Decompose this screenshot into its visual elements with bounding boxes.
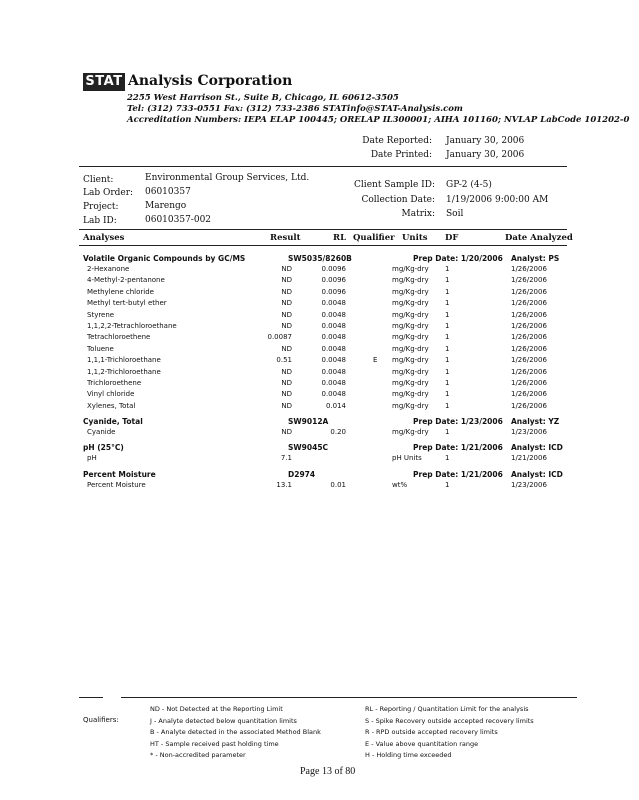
- col-analyses: Analyses: [83, 233, 125, 243]
- units-value: mg/Kg-dry: [392, 390, 429, 399]
- reporting-limit: 0.0048: [321, 322, 346, 330]
- section-title: Volatile Organic Compounds by GC/MS: [83, 254, 246, 263]
- analyte-name: Methyl tert-butyl ether: [87, 299, 167, 308]
- date-analyzed: 1/23/2006: [511, 428, 547, 436]
- date-analyzed: 1/21/2006: [511, 454, 547, 462]
- footer-rule: [121, 697, 577, 698]
- analyte-name: Styrene: [87, 310, 115, 319]
- date-analyzed: 1/26/2006: [511, 367, 547, 376]
- date-analyzed: 1/26/2006: [511, 356, 547, 365]
- date-analyzed: 1/23/2006: [511, 481, 547, 489]
- date-analyzed: 1/26/2006: [511, 344, 547, 353]
- header-rule-top: [79, 229, 567, 230]
- analyte-name: Xylenes, Total: [87, 401, 136, 410]
- result-value: ND: [281, 287, 292, 296]
- analyte-name: 1,1,1-Trichloroethane: [87, 356, 161, 365]
- result-value: ND: [281, 265, 292, 273]
- company-name: Analysis Corporation: [128, 73, 293, 89]
- lab-order-value: 06010357: [145, 187, 191, 197]
- table-row: [0, 265, 639, 276]
- analyte-name: 2-Hexanone: [87, 265, 130, 273]
- qualifier-note: HT - Sample received past holding time: [150, 739, 279, 748]
- table-row: [0, 379, 639, 390]
- result-value: ND: [281, 428, 292, 436]
- date-analyzed: 1/26/2006: [511, 390, 547, 399]
- client-sample-id-value: GP-2 (4-5): [446, 180, 492, 190]
- matrix-label: Matrix:: [401, 209, 435, 219]
- qualifier-note: RL - Reporting / Quantitation Limit for the analysis: [365, 705, 529, 713]
- date-analyzed: 1/26/2006: [511, 401, 547, 410]
- analyte-name: Toluene: [87, 344, 114, 353]
- result-value: 0.0087: [267, 333, 292, 342]
- table-row: [0, 368, 639, 379]
- dilution-factor: 1: [445, 322, 450, 330]
- result-value: 13.1: [276, 481, 292, 489]
- result-value: ND: [281, 390, 292, 399]
- table-row: [0, 322, 639, 333]
- accreditation-line: Accreditation Numbers: IEPA ELAP 100445; ORELAP IL300001; AIHA 101160; NVLAP LabCode 101202-0: [127, 115, 630, 125]
- dilution-factor: 1: [445, 344, 450, 353]
- result-value: 0.51: [276, 356, 292, 365]
- qualifier-note: B - Analyte detected in the associated Method Blank: [150, 728, 321, 736]
- section-analyst: Analyst: YZ: [511, 417, 560, 426]
- lab-id-value: 06010357-002: [145, 215, 212, 225]
- dilution-factor: 1: [445, 310, 450, 319]
- section-title: pH (25°C): [83, 443, 124, 452]
- collection-date-value: 1/19/2006 9:00:00 AM: [446, 195, 549, 205]
- col-date-analyzed: Date Analyzed: [505, 233, 573, 243]
- table-row: [0, 481, 639, 492]
- reporting-limit: 0.20: [330, 428, 346, 436]
- date-analyzed: 1/26/2006: [511, 287, 547, 296]
- client-value: Environmental Group Services, Ltd.: [145, 173, 310, 183]
- reporting-limit: 0.0048: [321, 367, 346, 376]
- date-reported-value: January 30, 2006: [446, 136, 525, 146]
- project-value: Marengo: [145, 201, 187, 211]
- analyte-name: pH: [87, 454, 97, 462]
- lab-id-label: Lab ID:: [83, 216, 117, 226]
- reporting-limit: 0.0048: [321, 344, 346, 353]
- dilution-factor: 1: [445, 367, 450, 376]
- table-row: [0, 402, 639, 413]
- dilution-factor: 1: [445, 401, 450, 410]
- page-number: Page 13 of 80: [300, 766, 356, 777]
- qualifier-note: ND - Not Detected at the Reporting Limit: [150, 705, 283, 713]
- dilution-factor: 1: [445, 390, 450, 399]
- col-result: Result: [270, 233, 301, 243]
- table-row: [0, 311, 639, 322]
- section-method: SW9012A: [288, 417, 329, 426]
- units-value: mg/Kg-dry: [392, 379, 429, 387]
- units-value: mg/Kg-dry: [392, 322, 429, 330]
- section-analyst: Analyst: ICD: [511, 470, 563, 479]
- result-value: ND: [281, 401, 292, 410]
- section-analyst: Analyst: PS: [511, 254, 560, 263]
- section-method: SW5035/8260B: [288, 254, 352, 263]
- analyte-name: 4-Methyl-2-pentanone: [87, 276, 165, 285]
- result-value: ND: [281, 344, 292, 353]
- result-value: ND: [281, 379, 292, 387]
- units-value: mg/Kg-dry: [392, 333, 429, 342]
- date-analyzed: 1/26/2006: [511, 379, 547, 387]
- dilution-factor: 1: [445, 454, 450, 462]
- dilution-factor: 1: [445, 265, 450, 273]
- date-analyzed: 1/26/2006: [511, 322, 547, 330]
- dilution-factor: 1: [445, 276, 450, 285]
- table-row: [0, 333, 639, 344]
- units-value: mg/Kg-dry: [392, 367, 429, 376]
- units-value: mg/Kg-dry: [392, 356, 429, 365]
- table-row: [0, 428, 639, 439]
- section-analyst: Analyst: ICD: [511, 443, 563, 452]
- company-contact: Tel: (312) 733-0551 Fax: (312) 733-2386 STATinfo@STAT-Analysis.com: [127, 104, 463, 114]
- dilution-factor: 1: [445, 379, 450, 387]
- section-prep-date: Prep Date: 1/21/2006: [413, 443, 503, 452]
- qualifier-note: E - Value above quantitation range: [365, 739, 479, 748]
- analyte-name: Methylene chloride: [87, 287, 154, 296]
- reporting-limit: 0.0048: [321, 356, 346, 365]
- reporting-limit: 0.014: [325, 401, 346, 410]
- units-value: mg/Kg-dry: [392, 287, 429, 296]
- section-prep-date: Prep Date: 1/23/2006: [413, 417, 503, 426]
- dilution-factor: 1: [445, 428, 450, 436]
- units-value: mg/Kg-dry: [392, 265, 429, 273]
- qualifier-value: E: [373, 356, 378, 365]
- matrix-value: Soil: [446, 209, 464, 219]
- client-sample-id-label: Client Sample ID:: [354, 180, 435, 190]
- reporting-limit: 0.0048: [321, 333, 346, 342]
- analyte-name: Trichloroethene: [87, 379, 142, 387]
- dilution-factor: 1: [445, 333, 450, 342]
- reporting-limit: 0.0048: [321, 379, 346, 387]
- table-row: [0, 454, 639, 465]
- reporting-limit: 0.0096: [321, 276, 346, 285]
- units-value: mg/Kg-dry: [392, 344, 429, 353]
- analyte-name: 1,1,2-Trichloroethane: [87, 367, 161, 376]
- col-rl: RL: [333, 233, 347, 243]
- result-value: ND: [281, 367, 292, 376]
- section-title: Percent Moisture: [83, 470, 156, 479]
- table-row: [0, 299, 639, 310]
- reporting-limit: 0.0048: [321, 299, 346, 308]
- units-value: wt%: [392, 481, 408, 489]
- company-address: 2255 West Harrison St., Suite B, Chicago, IL 60612-3505: [127, 93, 399, 103]
- section-method: SW9045C: [288, 443, 329, 452]
- col-qualifier: Qualifier: [353, 233, 395, 243]
- col-units: Units: [402, 233, 428, 243]
- units-value: mg/Kg-dry: [392, 276, 429, 285]
- project-label: Project:: [83, 202, 119, 212]
- dilution-factor: 1: [445, 299, 450, 308]
- section-method: D2974: [288, 470, 316, 479]
- reporting-limit: 0.0048: [321, 310, 346, 319]
- date-analyzed: 1/26/2006: [511, 310, 547, 319]
- units-value: mg/Kg-dry: [392, 310, 429, 319]
- stat-logo: STAT: [83, 73, 125, 91]
- date-analyzed: 1/26/2006: [511, 265, 547, 273]
- table-row: [0, 288, 639, 299]
- qualifiers-label: Qualifiers:: [83, 716, 119, 724]
- date-analyzed: 1/26/2006: [511, 276, 547, 285]
- date-analyzed: 1/26/2006: [511, 333, 547, 342]
- section-prep-date: Prep Date: 1/20/2006: [413, 254, 503, 263]
- col-df: DF: [445, 233, 459, 243]
- date-printed-label: Date Printed:: [370, 150, 432, 160]
- reporting-limit: 0.01: [330, 481, 346, 489]
- result-value: 7.1: [280, 454, 292, 462]
- units-value: mg/Kg-dry: [392, 299, 429, 308]
- table-row: [0, 345, 639, 356]
- date-printed-value: January 30, 2006: [446, 150, 525, 160]
- reporting-limit: 0.0096: [321, 265, 346, 273]
- date-analyzed: 1/26/2006: [511, 299, 547, 308]
- result-value: ND: [281, 310, 292, 319]
- table-row: [0, 356, 639, 367]
- analyte-name: Tetrachloroethene: [87, 333, 151, 342]
- header-rule-bottom: [79, 245, 567, 246]
- reporting-limit: 0.0096: [321, 287, 346, 296]
- units-value: mg/Kg-dry: [392, 428, 429, 436]
- analyte-name: Vinyl chloride: [87, 390, 135, 399]
- analyte-name: Percent Moisture: [87, 481, 146, 489]
- section-prep-date: Prep Date: 1/21/2006: [413, 470, 503, 479]
- table-row: [0, 390, 639, 401]
- section-title: Cyanide, Total: [83, 417, 143, 426]
- qualifier-note: * - Non-accredited parameter: [150, 751, 246, 759]
- reporting-limit: 0.0048: [321, 390, 346, 399]
- client-label: Client:: [83, 175, 114, 185]
- table-row: [0, 276, 639, 287]
- units-value: mg/Kg-dry: [392, 401, 429, 410]
- result-value: ND: [281, 322, 292, 330]
- qualifier-note: R - RPD outside accepted recovery limits: [365, 728, 498, 736]
- result-value: ND: [281, 299, 292, 308]
- qualifier-note: J - Analyte detected below quantitation limits: [150, 716, 297, 725]
- top-divider: [79, 166, 567, 167]
- dilution-factor: 1: [445, 287, 450, 296]
- collection-date-label: Collection Date:: [361, 195, 435, 205]
- qualifier-note: H - Holding time exceeded: [365, 751, 452, 759]
- result-value: ND: [281, 276, 292, 285]
- lab-order-label: Lab Order:: [83, 188, 134, 198]
- analyte-name: Cyanide: [87, 428, 116, 436]
- qualifier-note: S - Spike Recovery outside accepted recovery limits: [365, 716, 534, 725]
- units-value: pH Units: [392, 454, 422, 462]
- footer-rule-left: [79, 697, 103, 698]
- date-reported-label: Date Reported:: [362, 136, 432, 146]
- dilution-factor: 1: [445, 356, 450, 365]
- dilution-factor: 1: [445, 481, 450, 489]
- analyte-name: 1,1,2,2-Tetrachloroethane: [87, 322, 177, 330]
